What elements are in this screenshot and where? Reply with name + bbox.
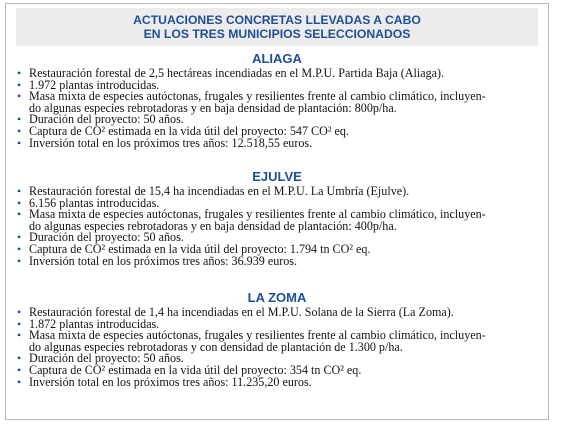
bullet-icon: • [17, 66, 22, 80]
section-list-ejulve [17, 186, 537, 267]
header-line-1: ACTUACIONES CONCRETAS LLEVADAS A CABO [133, 13, 421, 27]
bullet-icon: • [17, 184, 22, 198]
list-item-text: Captura de CO² estimada en la vida útil del proyecto: 547 CO² eq. [29, 123, 349, 138]
list-item [17, 135, 537, 150]
list-item-text: 1.872 plantas introducidas. [29, 316, 160, 331]
list-item-text: Masa mixta de especies autóctonas, frugales y resilientes frente al cambio climático, incluyen- [29, 207, 486, 222]
box-header [16, 8, 538, 46]
list-item-text: 6.156 plantas introducidas. [29, 195, 160, 210]
bullet-icon: • [17, 123, 22, 138]
bullet-icon: • [17, 77, 22, 92]
list-item [17, 209, 537, 232]
section-list-la-zoma [17, 307, 537, 388]
list-item-text: Duración del proyecto: 50 años. [29, 230, 184, 245]
list-item [17, 253, 537, 268]
section-list-aliaga [17, 68, 537, 149]
list-item-text: Captura de CO² estimada en la vida útil del proyecto: 1.794 tn CO² eq. [29, 241, 371, 256]
list-item-text: Restauración forestal de 15,4 ha incendiadas en el M.P.U. La Umbría (Ejulve). [29, 184, 410, 198]
list-item-text: do algunas especies rebrotadoras y en baja densidad de plantación: 800p/ha. [29, 100, 397, 115]
bullet-icon: • [17, 351, 22, 366]
list-item [17, 91, 537, 114]
bullet-icon: • [17, 305, 22, 319]
list-item-text: 1.972 plantas introducidas. [29, 77, 160, 92]
bullet-icon: • [17, 112, 22, 127]
section-title-ejulve: EJULVE [252, 169, 302, 184]
list-item [17, 330, 537, 353]
list-item-text: Restauración forestal de 1,4 ha incendiadas en el M.P.U. Solana de la Sierra (La Zoma). [29, 305, 454, 319]
bullet-icon: • [17, 362, 22, 377]
bullet-icon: • [17, 89, 22, 104]
list-item [17, 374, 537, 389]
section-title-la-zoma: LA ZOMA [247, 290, 307, 305]
list-item-text: Captura de CO² estimada en la vida útil del proyecto: 354 tn CO² eq. [29, 362, 362, 377]
bullet-icon: • [17, 253, 22, 268]
list-item-text: Restauración forestal de 2,5 hectáreas incendiadas en el M.P.U. Partida Baja (Aliaga). [29, 66, 445, 80]
list-item-text: Inversión total en los próximos tres años: 12.518,55 euros. [29, 135, 313, 150]
list-item-text: Masa mixta de especies autóctonas, frugales y resilientes frente al cambio climático, incluyen- [29, 89, 486, 104]
bullet-icon: • [17, 230, 22, 245]
info-box [5, 3, 549, 420]
bullet-icon: • [17, 328, 22, 343]
bullet-icon: • [17, 374, 22, 389]
bullet-icon: • [17, 195, 22, 210]
list-item-text: do algunas especies rebrotadoras y en baja densidad de plantación: 400p/ha. [29, 218, 397, 233]
list-item-text: Duración del proyecto: 50 años. [29, 351, 184, 366]
list-item-text: Masa mixta de especies autóctonas, frugales y resilientes frente al cambio climático, incluyen- [29, 328, 486, 343]
bullet-icon: • [17, 241, 22, 256]
list-item-text: Duración del proyecto: 50 años. [29, 112, 184, 127]
bullet-icon: • [17, 135, 22, 150]
bullet-icon: • [17, 316, 22, 331]
list-item-text: Inversión total en los próximos tres años: 11.235,20 euros. [29, 374, 312, 389]
list-item-text: do algunas especies rebrotadoras y con densidad de plantación de 1.300 p/ha. [29, 339, 403, 354]
section-title-aliaga: ALIAGA [252, 51, 302, 66]
list-item-text: Inversión total en los próximos tres años: 36.939 euros. [29, 253, 298, 268]
bullet-icon: • [17, 207, 22, 222]
header-line-2: EN LOS TRES MUNICIPIOS SELECCIONADOS [143, 27, 411, 41]
